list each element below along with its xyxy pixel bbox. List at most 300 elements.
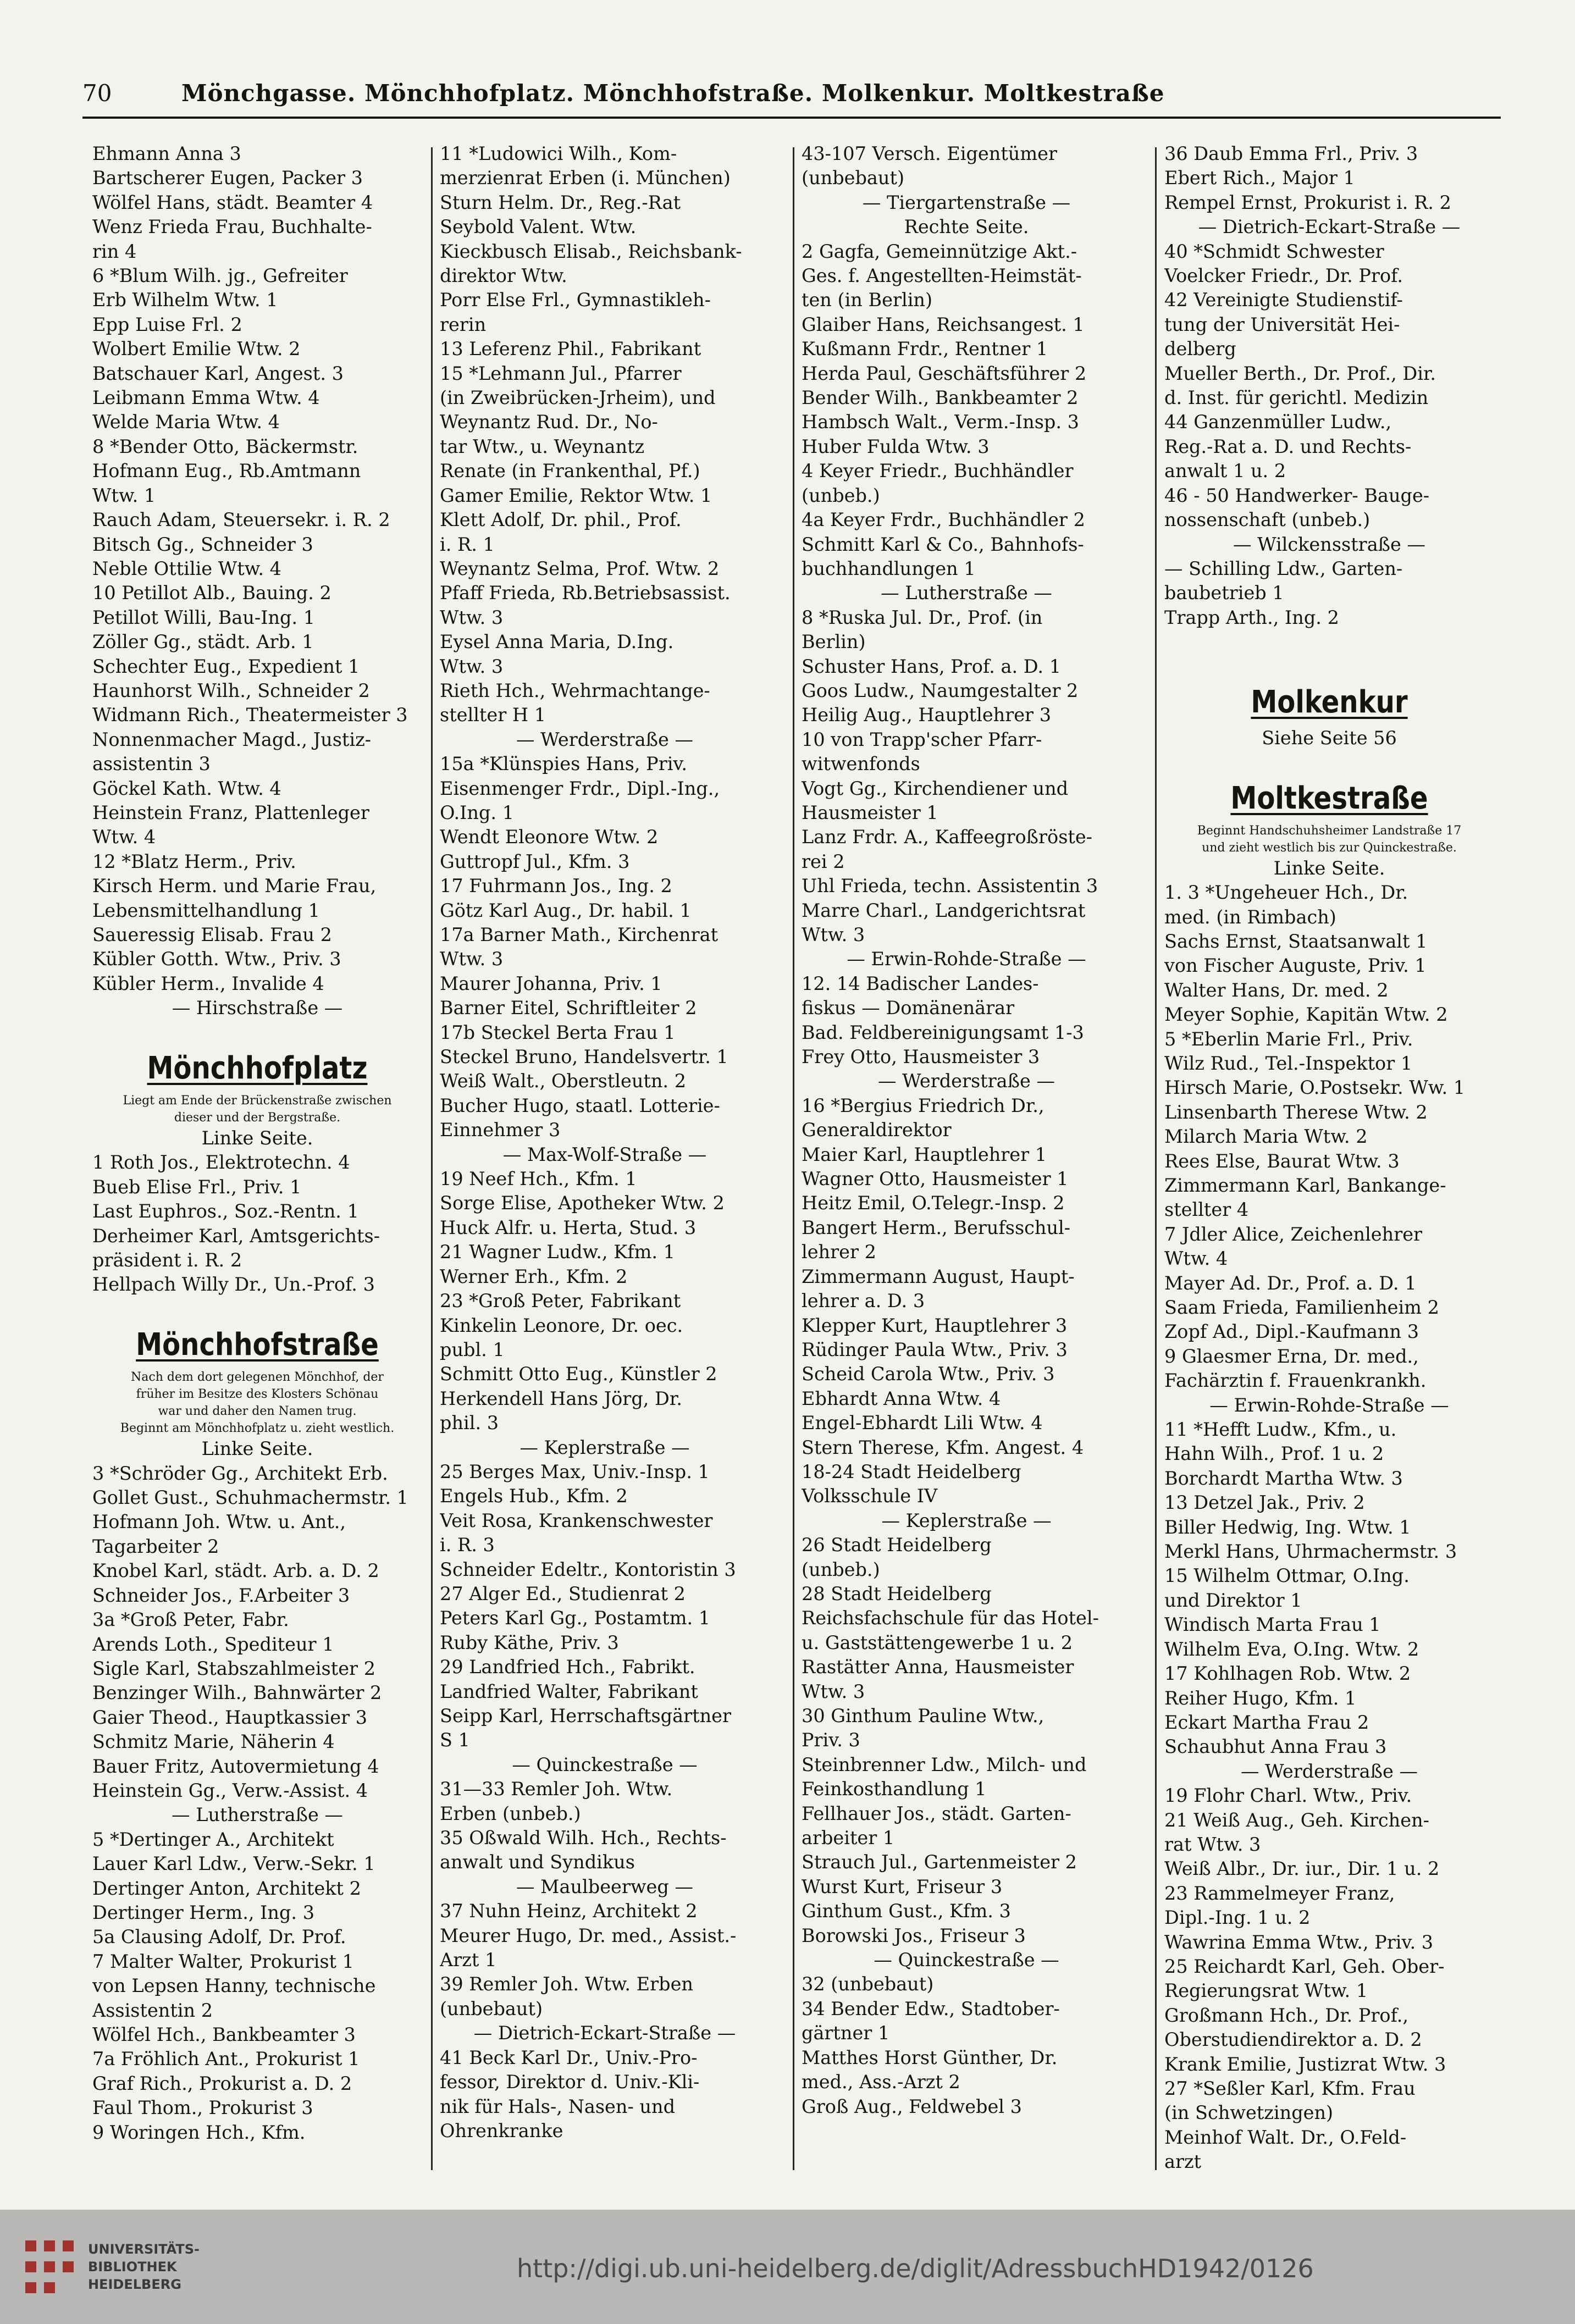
cross-street-marker: — Keplerstraße — (881, 1509, 1052, 1531)
address-entry: 27 *Seßler Karl, Kfm. Frau (1164, 2078, 1416, 2100)
address-entry: Dertinger Herm., Ing. 3 (92, 1901, 315, 1923)
address-entry: Herkendell Hans Jörg, Dr. (440, 1387, 682, 1409)
address-entry: Neble Ottilie Wtw. 4 (92, 557, 281, 579)
street-heading: Mönchhofplatz (147, 1050, 368, 1087)
address-entry: Sachs Ernst, Staatsanwalt 1 (1164, 930, 1428, 952)
address-entry: publ. 1 (440, 1338, 505, 1360)
address-entry: Kußmann Frdr., Rentner 1 (802, 338, 1048, 360)
address-entry: Frey Otto, Hausmeister 3 (802, 1046, 1040, 1068)
address-entry: i. R. 3 (440, 1534, 495, 1556)
address-entry: Knobel Karl, städt. Arb. a. D. 2 (92, 1560, 379, 1582)
text-column-4 (1164, 142, 1494, 2176)
address-entry: 30 Ginthum Pauline Wtw., (802, 1705, 1045, 1727)
address-entry: Haunhorst Wilh., Schneider 2 (92, 679, 370, 701)
institution-line: BIBLIOTHEK (88, 2259, 177, 2275)
address-entry: 25 Berges Max, Univ.-Insp. 1 (440, 1460, 710, 1482)
address-entry: 8 *Ruska Jul. Dr., Prof. (in (802, 606, 1043, 628)
address-entry: Meinhof Walt. Dr., O.Feld- (1164, 2126, 1407, 2148)
address-entry: d. Inst. für gerichtl. Medizin (1164, 387, 1429, 409)
address-entry: 3a *Groß Peter, Fabr. (92, 1609, 289, 1631)
address-entry: Rauch Adam, Steuersekr. i. R. 2 (92, 509, 390, 531)
address-entry: 7 Malter Walter, Prokurist 1 (92, 1950, 354, 1972)
address-entry: O.Ing. 1 (440, 801, 515, 823)
address-entry: von Fischer Auguste, Priv. 1 (1164, 955, 1427, 977)
address-entry: (unbebaut) (802, 167, 905, 189)
address-entry: Hausmeister 1 (802, 801, 938, 823)
address-entry: 4 Keyer Friedr., Buchhändler (802, 460, 1074, 482)
spacer (92, 1297, 422, 1321)
spacer (1164, 750, 1494, 774)
address-entry: Wilz Rud., Tel.-Inspektor 1 (1164, 1052, 1413, 1074)
address-entry: Vogt Gg., Kirchendiener und (802, 777, 1069, 799)
address-entry: Reg.-Rat a. D. und Rechts- (1164, 435, 1412, 457)
address-entry: Seybold Valent. Wtw. (440, 216, 637, 238)
address-entry: 28 Stadt Heidelberg (802, 1582, 992, 1604)
address-entry: 21 Weiß Aug., Geh. Kirchen- (1164, 1809, 1429, 1831)
cross-street-marker: Linke Seite. (201, 1438, 313, 1460)
column-divider (793, 147, 794, 2170)
address-entry: Wendt Eleonore Wtw. 2 (440, 826, 659, 848)
address-entry: med. (in Rimbach) (1164, 906, 1336, 928)
address-entry: Schmitt Otto Eug., Künstler 2 (440, 1363, 717, 1385)
address-entry: 39 Remler Joh. Wtw. Erben (440, 1973, 693, 1995)
address-entry: Feinkosthandlung 1 (802, 1778, 987, 1800)
address-entry: buchhandlungen 1 (802, 557, 976, 579)
address-entry: Ebhardt Anna Wtw. 4 (802, 1387, 1001, 1409)
address-entry: Mueller Berth., Dr. Prof., Dir. (1164, 362, 1436, 384)
address-entry: Heinstein Gg., Verw.-Assist. 4 (92, 1779, 368, 1801)
address-entry: Saam Frieda, Familienheim 2 (1164, 1297, 1439, 1319)
address-entry: Dertinger Anton, Architekt 2 (92, 1877, 361, 1899)
address-entry: Merkl Hans, Uhrmachermstr. 3 (1164, 1541, 1457, 1563)
address-entry: Wtw. 3 (802, 1680, 865, 1702)
address-entry: Reiher Hugo, Kfm. 1 (1164, 1687, 1357, 1709)
cross-street-marker: Rechte Seite. (904, 216, 1029, 238)
address-entry: Rieth Hch., Wehrmachtange- (440, 679, 710, 701)
address-entry: Last Euphros., Soz.-Rentn. 1 (92, 1200, 359, 1222)
cross-street-marker: — Hirschstraße — (172, 997, 343, 1019)
cross-street-marker: — Lutherstraße — (881, 582, 1052, 604)
address-entry: Guttropf Jul., Kfm. 3 (440, 850, 630, 872)
address-entry: 8 *Bender Otto, Bäckermstr. (92, 435, 358, 457)
address-entry: Göckel Kath. Wtw. 4 (92, 777, 281, 799)
address-entry: Bitsch Gg., Schneider 3 (92, 533, 313, 555)
institution-name (88, 2240, 200, 2293)
address-entry: Milarch Maria Wtw. 2 (1164, 1126, 1368, 1148)
address-entry: Borowski Jos., Friseur 3 (802, 1924, 1026, 1946)
address-entry: Pfaff Frieda, Rb.Betriebsassist. (440, 582, 731, 604)
address-entry: Wtw. 3 (802, 924, 865, 945)
address-entry: Rastätter Anna, Hausmeister (802, 1656, 1074, 1678)
address-entry: Renate (in Frankenthal, Pf.) (440, 460, 700, 482)
address-entry: 17 Fuhrmann Jos., Ing. 2 (440, 875, 672, 897)
library-footer (0, 2210, 1575, 2324)
header-rule (82, 117, 1501, 119)
address-entry: Trapp Arth., Ing. 2 (1164, 606, 1339, 628)
address-entry: Kieckbusch Elisab., Reichsbank- (440, 240, 742, 262)
address-entry: 3 *Schröder Gg., Architekt Erb. (92, 1462, 388, 1484)
address-entry: Ebert Rich., Major 1 (1164, 167, 1355, 189)
spacer (92, 1021, 422, 1045)
address-entry: Schneider Jos., F.Arbeiter 3 (92, 1584, 350, 1606)
address-entry: rin 4 (92, 240, 137, 262)
address-entry: 42 Vereinigte Studienstif- (1164, 289, 1403, 311)
address-entry: Faul Thom., Prokurist 3 (92, 2097, 313, 2119)
address-entry: Marre Charl., Landgerichtsrat (802, 899, 1086, 921)
address-entry: Gollet Gust., Schuhmachermstr. 1 (92, 1487, 408, 1509)
address-entry: Sigle Karl, Stabszahlmeister 2 (92, 1657, 376, 1679)
address-entry: Hofmann Joh. Wtw. u. Ant., (92, 1511, 346, 1533)
address-entry: anwalt 1 u. 2 (1164, 460, 1286, 482)
address-entry: 13 Detzel Jak., Priv. 2 (1164, 1492, 1365, 1514)
address-entry: Sturn Helm. Dr., Reg.-Rat (440, 191, 681, 213)
address-entry: Bartscherer Eugen, Packer 3 (92, 167, 363, 189)
page-header (82, 77, 1501, 110)
cross-street-marker: — Wilckensstraße — (1233, 533, 1426, 555)
address-entry: Landfried Walter, Fabrikant (440, 1680, 698, 1702)
address-entry: rerin (440, 313, 487, 335)
address-entry: 17b Steckel Berta Frau 1 (440, 1021, 676, 1043)
address-entry: Arzt 1 (440, 1949, 497, 1971)
address-entry: 9 Woringen Hch., Kfm. (92, 2121, 306, 2143)
address-entry: Bad. Feldbereinigungsamt 1-3 (802, 1021, 1084, 1043)
address-entry: 16 *Bergius Friedrich Dr., (802, 1094, 1045, 1116)
address-entry: Steinbrenner Ldw., Milch- und (802, 1753, 1087, 1775)
address-entry: Wtw. 4 (92, 826, 156, 848)
address-entry: Schaubhut Anna Frau 3 (1164, 1736, 1387, 1758)
address-entry: Meurer Hugo, Dr. med., Assist.- (440, 1924, 737, 1946)
address-entry: 25 Reichardt Karl, Geh. Ober- (1164, 1955, 1445, 1977)
address-entry: Reichsfachschule für das Hotel- (802, 1607, 1099, 1629)
address-entry: Petillot Willi, Bau-Ing. 1 (92, 606, 316, 628)
address-entry: 34 Bender Edw., Stadtober- (802, 1997, 1060, 2019)
address-entry: Batschauer Karl, Angest. 3 (92, 362, 344, 384)
address-entry: 19 Neef Hch., Kfm. 1 (440, 1168, 637, 1190)
permalink-url[interactable]: http://digi.ub.uni-heidelberg.de/diglit/AdressbuchHD1942/0126 (517, 2254, 1314, 2283)
address-entry: und Direktor 1 (1164, 1589, 1302, 1611)
street-heading: Moltkestraße (1230, 780, 1428, 816)
address-entry: 5 *Eberlin Marie Frl., Priv. (1164, 1028, 1413, 1050)
address-entry: ten (in Berlin) (802, 289, 933, 311)
address-entry: 7a Fröhlich Ant., Prokurist 1 (92, 2048, 360, 2070)
cross-street-marker: — Erwin-Rohde-Straße — (1209, 1394, 1449, 1416)
spacer (1164, 630, 1494, 654)
address-entry: Maier Karl, Hauptlehrer 1 (802, 1143, 1047, 1165)
address-entry: Wenz Frieda Frau, Buchhalte- (92, 216, 372, 238)
address-entry: delberg (1164, 338, 1236, 360)
address-entry: Hofmann Eug., Rb.Amtmann (92, 460, 361, 482)
address-entry: Epp Luise Frl. 2 (92, 313, 242, 335)
address-entry: 36 Daub Emma Frl., Priv. 3 (1164, 143, 1418, 164)
address-entry: 17 Kohlhagen Rob. Wtw. 2 (1164, 1663, 1411, 1685)
address-entry: Schmitt Karl & Co., Bahnhofs- (802, 533, 1084, 555)
address-entry: i. R. 1 (440, 533, 495, 555)
address-entry: 21 Wagner Ludw., Kfm. 1 (440, 1241, 675, 1263)
address-entry: Großmann Hch., Dr. Prof., (1164, 2004, 1409, 2026)
address-entry: lehrer a. D. 3 (802, 1290, 925, 1312)
address-entry: Hahn Wilh., Prof. 1 u. 2 (1164, 1443, 1384, 1465)
address-entry: 31—33 Remler Joh. Wtw. (440, 1778, 673, 1800)
address-entry: präsident i. R. 2 (92, 1249, 242, 1271)
address-entry: Götz Karl Aug., Dr. habil. 1 (440, 899, 692, 921)
address-entry: (unbeb.) (802, 1558, 880, 1580)
address-entry: Heitz Emil, O.Telegr.-Insp. 2 (802, 1192, 1065, 1214)
address-entry: Nonnenmacher Magd., Justiz- (92, 728, 372, 750)
cross-street-marker: — Keplerstraße — (520, 1436, 690, 1458)
address-entry: Ohrenkranke (440, 2120, 563, 2142)
address-entry: Rempel Ernst, Prokurist i. R. 2 (1164, 191, 1451, 213)
address-entry: rei 2 (802, 850, 845, 872)
address-entry: Saueressig Elisab. Frau 2 (92, 924, 332, 945)
address-entry: von Lepsen Hanny, technische (92, 1975, 376, 1997)
address-entry: Fellhauer Jos., städt. Garten- (802, 1802, 1071, 1824)
address-entry: Tagarbeiter 2 (92, 1535, 219, 1557)
address-entry: Zöller Gg., städt. Arb. 1 (92, 631, 314, 653)
column-divider (431, 147, 433, 2170)
cross-street-marker: — Dietrich-Eckart-Straße — (1198, 216, 1461, 238)
address-entry: 11 *Ludowici Wilh., Kom- (440, 143, 677, 164)
address-entry: Zimmermann August, Haupt- (802, 1265, 1075, 1287)
address-entry: lehrer 2 (802, 1241, 876, 1263)
cross-street-marker: Siehe Seite 56 (1262, 727, 1397, 749)
address-entry: 11 *Hefft Ludw., Kfm., u. (1164, 1419, 1397, 1441)
address-entry: (in Zweibrücken-Jrheim), und (440, 387, 716, 409)
address-entry: Erben (unbeb.) (440, 1802, 581, 1824)
address-entry: Berlin) (802, 631, 866, 653)
address-entry: Zimmermann Karl, Bankange- (1164, 1174, 1446, 1196)
address-entry: Scheid Carola Wtw., Priv. 3 (802, 1363, 1055, 1385)
address-entry: 13 Leferenz Phil., Fabrikant (440, 338, 701, 360)
street-note: war und daher den Namen trug. (158, 1404, 357, 1419)
address-entry: rat Wtw. 3 (1164, 1833, 1261, 1855)
cross-street-marker: — Quinckestraße — (512, 1753, 698, 1775)
address-entry: Goos Ludw., Naumgestalter 2 (802, 679, 1079, 701)
address-entry: 27 Alger Ed., Studienrat 2 (440, 1582, 686, 1604)
address-entry: Klepper Kurt, Hauptlehrer 3 (802, 1314, 1068, 1336)
address-entry: Klett Adolf, Dr. phil., Prof. (440, 509, 682, 531)
cross-street-marker: — Tiergartenstraße — (862, 191, 1071, 213)
address-entry: 15 Wilhelm Ottmar, O.Ing. (1164, 1565, 1410, 1587)
address-entry: Schmitz Marie, Näherin 4 (92, 1731, 335, 1753)
address-entry: Eisenmenger Frdr., Dipl.-Ing., (440, 777, 720, 799)
address-entry: Voelcker Friedr., Dr. Prof. (1164, 265, 1403, 287)
address-entry: Bangert Herm., Berufsschul- (802, 1216, 1071, 1238)
address-entry: S 1 (440, 1729, 470, 1751)
street-note: Nach dem dort gelegenen Mönchhof, der (131, 1370, 384, 1385)
cross-street-marker: Linke Seite. (1273, 857, 1385, 879)
address-entry: 15 *Lehmann Jul., Pfarrer (440, 362, 682, 384)
address-entry: Wtw. 4 (1164, 1248, 1228, 1270)
cross-street-marker: — Lutherstraße — (172, 1804, 343, 1826)
address-entry: Gamer Emilie, Rektor Wtw. 1 (440, 484, 712, 506)
address-entry: 40 *Schmidt Schwester (1164, 240, 1384, 262)
address-entry: Peters Karl Gg., Postamtm. 1 (440, 1607, 711, 1629)
address-entry: witwenfonds (802, 753, 920, 775)
address-entry: Zopf Ad., Dipl.-Kaufmann 3 (1164, 1321, 1419, 1343)
address-entry: Graf Rich., Prokurist a. D. 2 (92, 2072, 352, 2094)
street-note: Liegt am Ende der Brückenstraße zwischen (123, 1094, 392, 1108)
address-entry: Bucher Hugo, staatl. Lotterie- (440, 1094, 720, 1116)
cross-street-marker: — Quinckestraße — (874, 1949, 1059, 1971)
address-entry: Leibmann Emma Wtw. 4 (92, 387, 320, 409)
address-entry: Kirsch Herm. und Marie Frau, (92, 875, 377, 897)
address-entry: merzienrat Erben (i. München) (440, 167, 731, 189)
address-entry: 23 Rammelmeyer Franz, (1164, 1882, 1395, 1904)
address-entry: 15a *Klünspies Hans, Priv. (440, 753, 688, 775)
address-entry: Wagner Otto, Hausmeister 1 (802, 1168, 1069, 1190)
address-entry: Rüdinger Paula Wtw., Priv. 3 (802, 1338, 1068, 1360)
address-entry: 43-107 Versch. Eigentümer (802, 143, 1057, 164)
address-entry: Herda Paul, Geschäftsführer 2 (802, 362, 1087, 384)
address-entry: 6 *Blum Wilh. jg., Gefreiter (92, 265, 348, 287)
address-entry: Linsenbarth Therese Wtw. 2 (1164, 1101, 1428, 1123)
street-note: und zieht westlich bis zur Quinckestraße. (1202, 840, 1457, 855)
institution-line: HEIDELBERG (88, 2277, 181, 2292)
address-entry: Bender Wilh., Bankbeamter 2 (802, 387, 1079, 409)
address-entry: (unbebaut) (440, 1997, 543, 2019)
cross-street-marker: — Dietrich-Eckart-Straße — (473, 2022, 736, 2044)
address-entry: Benzinger Wilh., Bahnwärter 2 (92, 1682, 382, 1704)
address-entry: Derheimer Karl, Amtsgerichts- (92, 1225, 380, 1247)
cross-street-marker: — Werderstraße — (878, 1070, 1055, 1092)
address-entry: Ehmann Anna 3 (92, 143, 241, 164)
address-entry: Wtw. 1 (92, 484, 156, 506)
address-entry: Weiß Albr., Dr. iur., Dir. 1 u. 2 (1164, 1858, 1440, 1880)
address-entry: u. Gaststättengewerbe 1 u. 2 (802, 1631, 1073, 1653)
cross-street-marker: — Maulbeerweg — (516, 1875, 693, 1897)
address-entry: 41 Beck Karl Dr., Univ.-Pro- (440, 2046, 698, 2068)
address-entry: Hellpach Willy Dr., Un.-Prof. 3 (92, 1274, 375, 1296)
address-entry: (unbeb.) (802, 484, 880, 506)
address-entry: Heilig Aug., Hauptlehrer 3 (802, 704, 1052, 726)
address-entry: Biller Hedwig, Ing. Wtw. 1 (1164, 1516, 1411, 1538)
address-entry: tar Wtw., u. Weynantz (440, 435, 645, 457)
address-entry: Weynantz Rud. Dr., No- (440, 411, 658, 433)
address-entry: Welde Maria Wtw. 4 (92, 411, 280, 433)
text-column-3 (802, 142, 1131, 2176)
spacer (1164, 655, 1494, 679)
address-entry: Eckart Martha Frau 2 (1164, 1711, 1369, 1733)
address-entry: stellter H 1 (440, 704, 546, 726)
address-entry: 1 Roth Jos., Elektrotechn. 4 (92, 1152, 350, 1174)
address-entry: Kübler Gotth. Wtw., Priv. 3 (92, 948, 341, 970)
address-entry: Porr Else Frl., Gymnastikleh- (440, 289, 711, 311)
address-entry: 9 Glaesmer Erna, Dr. med., (1164, 1345, 1419, 1367)
address-entry: 26 Stadt Heidelberg (802, 1534, 992, 1556)
address-entry: Schneider Edeltr., Kontoristin 3 (440, 1558, 736, 1580)
library-logo-icon (22, 2237, 77, 2298)
cross-street-marker: — Erwin-Rohde-Straße — (847, 948, 1086, 970)
address-entry: 5 *Dertinger A., Architekt (92, 1828, 334, 1850)
address-entry: gärtner 1 (802, 2022, 890, 2044)
address-entry: Wtw. 3 (440, 606, 504, 628)
address-entry: Hambsch Walt., Verm.-Insp. 3 (802, 411, 1079, 433)
address-entry: 12 *Blatz Herm., Priv. (92, 850, 296, 872)
address-entry: Fachärztin f. Frauenkrankh. (1164, 1370, 1427, 1392)
address-entry: stellter 4 (1164, 1199, 1249, 1221)
address-entry: Bauer Fritz, Autovermietung 4 (92, 1755, 379, 1777)
street-heading: Molkenkur (1251, 684, 1408, 720)
address-entry: direktor Wtw. (440, 265, 567, 287)
address-entry: Maurer Johanna, Priv. 1 (440, 972, 662, 994)
address-entry: Kinkelin Leonore, Dr. oec. (440, 1314, 683, 1336)
running-title: Mönchgasse. Mönchhofplatz. Mönchhofstraße. Molkenkur. Moltkestraße (181, 80, 1165, 107)
address-entry: arzt (1164, 2151, 1202, 2173)
address-entry: Arends Loth., Spediteur 1 (92, 1633, 334, 1655)
address-entry: Gaier Theod., Hauptkassier 3 (92, 1706, 368, 1728)
address-entry: Engel-Ebhardt Lili Wtw. 4 (802, 1412, 1043, 1434)
address-entry: 19 Flohr Charl. Wtw., Priv. (1164, 1785, 1412, 1807)
address-entry: Wurst Kurt, Friseur 3 (802, 1875, 1003, 1897)
address-entry: Wtw. 3 (440, 948, 504, 970)
cross-street-marker: Linke Seite. (201, 1127, 313, 1149)
street-note: Beginnt Handschuhsheimer Landstraße 17 (1197, 823, 1462, 838)
address-entry: Wölfel Hans, städt. Beamter 4 (92, 191, 373, 213)
address-entry: Uhl Frieda, techn. Assistentin 3 (802, 875, 1098, 897)
address-entry: Priv. 3 (802, 1729, 860, 1751)
address-entry: Bueb Elise Frl., Priv. 1 (92, 1176, 302, 1198)
address-entry: 10 Petillot Alb., Bauing. 2 (92, 582, 331, 604)
address-entry: Huber Fulda Wtw. 3 (802, 435, 990, 457)
address-entry: 32 (unbebaut) (802, 1973, 934, 1995)
address-entry: Erb Wilhelm Wtw. 1 (92, 289, 278, 311)
address-entry: 29 Landfried Hch., Fabrikt. (440, 1656, 695, 1678)
cross-street-marker: — Werderstraße — (1241, 1760, 1418, 1782)
address-entry: Weiß Walt., Oberstleutn. 2 (440, 1070, 687, 1092)
street-note: dieser und der Bergstraße. (174, 1111, 341, 1125)
address-entry: Heinstein Franz, Plattenleger (92, 801, 369, 823)
address-entry: Lauer Karl Ldw., Verw.-Sekr. 1 (92, 1853, 375, 1875)
address-entry: Sorge Elise, Apotheker Wtw. 2 (440, 1192, 725, 1214)
address-entry: Dipl.-Ing. 1 u. 2 (1164, 1907, 1311, 1929)
address-entry: Lebensmittelhandlung 1 (92, 899, 320, 921)
address-entry: nik für Hals-, Nasen- und (440, 2095, 676, 2117)
address-entry: 44 Ganzenmüller Ludw., (1164, 411, 1392, 433)
cross-street-marker: — Max-Wolf-Straße — (502, 1143, 707, 1165)
address-entry: assistentin 3 (92, 753, 211, 775)
address-entry: tung der Universität Hei- (1164, 313, 1400, 335)
address-entry: fessor, Direktor d. Univ.-Kli- (440, 2071, 700, 2093)
address-entry: Wtw. 3 (440, 655, 504, 677)
address-entry: nossenschaft (unbeb.) (1164, 509, 1370, 531)
address-entry: Regierungsrat Wtw. 1 (1164, 1980, 1368, 2002)
text-column-1 (92, 142, 422, 2176)
address-entry: arbeiter 1 (802, 1827, 895, 1849)
street-note: Beginnt am Mönchhofplatz u. zieht westlich. (120, 1421, 395, 1436)
address-entry: 23 *Groß Peter, Fabrikant (440, 1290, 681, 1312)
address-entry: Eysel Anna Maria, D.Ing. (440, 631, 674, 653)
street-note: früher im Besitze des Klosters Schönau (136, 1387, 379, 1402)
address-entry: Groß Aug., Feldwebel 3 (802, 2095, 1022, 2117)
address-entry: Meyer Sophie, Kapitän Wtw. 2 (1164, 1004, 1448, 1026)
address-entry: Schechter Eug., Expedient 1 (92, 655, 360, 677)
address-entry: Mayer Ad. Dr., Prof. a. D. 1 (1164, 1272, 1417, 1294)
address-entry: 5a Clausing Adolf, Dr. Prof. (92, 1926, 346, 1948)
text-column-2 (440, 142, 770, 2176)
address-entry: 35 Oßwald Wilh. Hch., Rechts- (440, 1827, 727, 1849)
address-entry: Oberstudiendirektor a. D. 2 (1164, 2029, 1422, 2051)
address-entry: (in Schwetzingen) (1164, 2102, 1334, 2124)
address-entry: Engels Hub., Kfm. 2 (440, 1485, 628, 1507)
address-entry: Assistentin 2 (92, 1999, 213, 2021)
address-entry: Wölfel Hch., Bankbeamter 3 (92, 2024, 356, 2045)
address-entry: Wilhelm Eva, O.Ing. Wtw. 2 (1164, 1638, 1419, 1660)
address-entry: Borchardt Martha Wtw. 3 (1164, 1467, 1403, 1489)
address-entry: Generaldirektor (802, 1119, 952, 1141)
address-entry: 37 Nuhn Heinz, Architekt 2 (440, 1900, 698, 1922)
address-entry: 46 - 50 Handwerker- Bauge- (1164, 484, 1430, 506)
address-entry: Hirsch Marie, O.Postsekr. Ww. 1 (1164, 1077, 1466, 1099)
